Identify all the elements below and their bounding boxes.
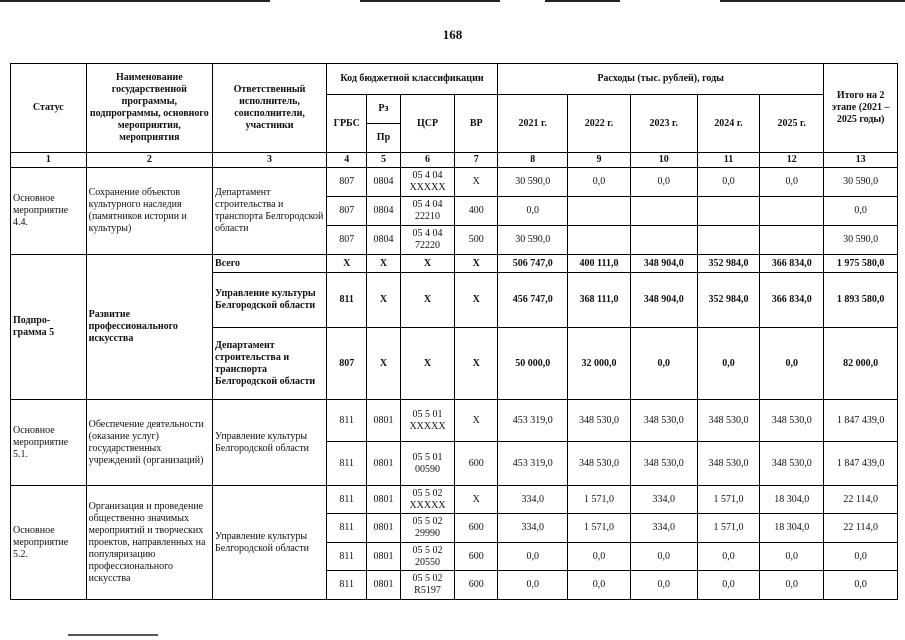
header-pr: Пр xyxy=(367,124,400,153)
amount-2023 xyxy=(630,226,697,255)
vr-cell: 400 xyxy=(455,197,498,226)
grbs-cell: X xyxy=(327,255,367,273)
amount-2023: 0,0 xyxy=(630,168,697,197)
amount-2021: 50 000,0 xyxy=(497,328,567,400)
grbs-cell: 811 xyxy=(327,543,367,571)
table-row xyxy=(11,255,898,273)
header-2022: 2022 г. xyxy=(568,95,630,153)
csr-cell: 05 5 01 XXXXX xyxy=(400,400,455,442)
amount-2022: 348 530,0 xyxy=(568,442,630,486)
grbs-cell: 811 xyxy=(327,442,367,486)
column-number: 12 xyxy=(760,153,824,168)
top-rule xyxy=(0,0,905,2)
amount-2023: 0,0 xyxy=(630,543,697,571)
name-cell: Обеспечение деятельности (оказание услуг) государственных учреждений (организаций) xyxy=(86,400,212,486)
amount-2022: 0,0 xyxy=(568,168,630,197)
rzpr-cell: 0801 xyxy=(367,514,400,543)
vr-cell: X xyxy=(455,400,498,442)
header-2025: 2025 г. xyxy=(760,95,824,153)
amount-2024: 348 530,0 xyxy=(697,400,759,442)
amount-2025: 18 304,0 xyxy=(760,486,824,514)
amount-2024: 348 530,0 xyxy=(697,442,759,486)
rzpr-cell: 0801 xyxy=(367,543,400,571)
amount-2024: 0,0 xyxy=(697,328,759,400)
rzpr-cell: X xyxy=(367,273,400,328)
csr-cell: 05 5 02 XXXXX xyxy=(400,486,455,514)
responsible-cell: Управление культуры Белгородской области xyxy=(213,273,327,328)
bottom-rule xyxy=(68,634,158,636)
name-cell: Развитие профессионального искусства xyxy=(86,255,212,400)
amount-2022: 368 111,0 xyxy=(568,273,630,328)
amount-2021: 334,0 xyxy=(497,514,567,543)
amount-2024: 0,0 xyxy=(697,168,759,197)
column-number: 7 xyxy=(455,153,498,168)
csr-cell: X xyxy=(400,273,455,328)
amount-2025: 366 834,0 xyxy=(760,273,824,328)
amount-2023: 348 904,0 xyxy=(630,273,697,328)
table-row xyxy=(11,168,898,197)
column-number: 4 xyxy=(327,153,367,168)
amount-2024 xyxy=(697,226,759,255)
grbs-cell: 811 xyxy=(327,486,367,514)
amount-2025: 366 834,0 xyxy=(760,255,824,273)
amount-2024: 0,0 xyxy=(697,571,759,600)
column-number: 13 xyxy=(824,153,898,168)
status-cell: Основное мероприятие 5.2. xyxy=(11,486,87,600)
amount-2024: 0,0 xyxy=(697,543,759,571)
csr-cell: X xyxy=(400,255,455,273)
amount-total: 1 893 580,0 xyxy=(824,273,898,328)
amount-2021: 0,0 xyxy=(497,571,567,600)
amount-2025: 0,0 xyxy=(760,328,824,400)
amount-2025 xyxy=(760,197,824,226)
amount-2023: 334,0 xyxy=(630,486,697,514)
csr-cell: 05 5 02 29990 xyxy=(400,514,455,543)
amount-2023 xyxy=(630,197,697,226)
amount-2023: 348 904,0 xyxy=(630,255,697,273)
rzpr-cell: 0801 xyxy=(367,571,400,600)
grbs-cell: 811 xyxy=(327,400,367,442)
amount-total: 1 847 439,0 xyxy=(824,400,898,442)
table-row xyxy=(11,400,898,442)
csr-cell: 05 4 04 72220 xyxy=(400,226,455,255)
amount-total: 1 847 439,0 xyxy=(824,442,898,486)
amount-2023: 348 530,0 xyxy=(630,400,697,442)
amount-2021: 453 319,0 xyxy=(497,442,567,486)
amount-2021: 30 590,0 xyxy=(497,168,567,197)
page-number: 168 xyxy=(442,27,463,42)
header-2021: 2021 г. xyxy=(497,95,567,153)
budget-table xyxy=(10,63,898,600)
amount-total: 30 590,0 xyxy=(824,168,898,197)
amount-total: 0,0 xyxy=(824,571,898,600)
vr-cell: X xyxy=(455,273,498,328)
header-name: Наименование государственной программы, подпрограммы, основного мероприятия, мероприятия xyxy=(86,64,212,153)
rzpr-cell: 0801 xyxy=(367,442,400,486)
vr-cell: X xyxy=(455,255,498,273)
rzpr-cell: 0804 xyxy=(367,197,400,226)
grbs-cell: 807 xyxy=(327,328,367,400)
column-number-row xyxy=(11,153,898,168)
amount-total: 30 590,0 xyxy=(824,226,898,255)
amount-2023: 348 530,0 xyxy=(630,442,697,486)
header-vr: ВР xyxy=(455,95,498,153)
header-budget-code: Код бюджетной классификации xyxy=(327,64,498,95)
amount-2023: 334,0 xyxy=(630,514,697,543)
amount-total: 22 114,0 xyxy=(824,514,898,543)
responsible-cell: Управление культуры Белгородской области xyxy=(213,400,327,486)
amount-2024: 1 571,0 xyxy=(697,486,759,514)
vr-cell: 500 xyxy=(455,226,498,255)
responsible-cell: Всего xyxy=(213,255,327,273)
rzpr-cell: 0804 xyxy=(367,168,400,197)
amount-2024: 352 984,0 xyxy=(697,273,759,328)
column-number: 8 xyxy=(497,153,567,168)
amount-2022: 0,0 xyxy=(568,543,630,571)
responsible-cell: Управление культуры Белгородской области xyxy=(213,486,327,600)
responsible-cell: Департамент строительства и транспорта Белгородской области xyxy=(213,168,327,255)
amount-2022: 1 571,0 xyxy=(568,514,630,543)
amount-2021: 0,0 xyxy=(497,197,567,226)
csr-cell: X xyxy=(400,328,455,400)
grbs-cell: 811 xyxy=(327,273,367,328)
column-number: 9 xyxy=(568,153,630,168)
amount-2025: 348 530,0 xyxy=(760,442,824,486)
column-number: 5 xyxy=(367,153,400,168)
amount-total: 0,0 xyxy=(824,197,898,226)
column-number: 6 xyxy=(400,153,455,168)
amount-2021: 506 747,0 xyxy=(497,255,567,273)
header-expenses: Расходы (тыс. рублей), годы xyxy=(497,64,823,95)
grbs-cell: 807 xyxy=(327,226,367,255)
amount-2023: 0,0 xyxy=(630,571,697,600)
amount-2021: 0,0 xyxy=(497,543,567,571)
header-responsible: Ответственный исполнитель, соисполнители, участники xyxy=(213,64,327,153)
amount-2021: 334,0 xyxy=(497,486,567,514)
rzpr-cell: X xyxy=(367,255,400,273)
amount-2025: 348 530,0 xyxy=(760,400,824,442)
amount-2024: 352 984,0 xyxy=(697,255,759,273)
csr-cell: 05 5 02 R5197 xyxy=(400,571,455,600)
rzpr-cell: 0801 xyxy=(367,400,400,442)
column-number: 3 xyxy=(213,153,327,168)
grbs-cell: 811 xyxy=(327,514,367,543)
amount-2025 xyxy=(760,226,824,255)
amount-2024 xyxy=(697,197,759,226)
column-number: 11 xyxy=(697,153,759,168)
header-2023: 2023 г. xyxy=(630,95,697,153)
table-row xyxy=(11,486,898,514)
amount-2022: 32 000,0 xyxy=(568,328,630,400)
status-cell: Основное мероприятие 5.1. xyxy=(11,400,87,486)
grbs-cell: 807 xyxy=(327,168,367,197)
header-row xyxy=(11,64,898,95)
header-total: Итого на 2 этапе (2021 – 2025 годы) xyxy=(824,64,898,153)
status-cell: Основное мероприятие 4.4. xyxy=(11,168,87,255)
vr-cell: X xyxy=(455,328,498,400)
amount-2022 xyxy=(568,197,630,226)
grbs-cell: 811 xyxy=(327,571,367,600)
amount-2022: 400 111,0 xyxy=(568,255,630,273)
amount-2024: 1 571,0 xyxy=(697,514,759,543)
amount-2025: 18 304,0 xyxy=(760,514,824,543)
amount-2022: 348 530,0 xyxy=(568,400,630,442)
amount-total: 82 000,0 xyxy=(824,328,898,400)
amount-2025: 0,0 xyxy=(760,168,824,197)
amount-2025: 0,0 xyxy=(760,571,824,600)
header-csr: ЦСР xyxy=(400,95,455,153)
amount-2021: 456 747,0 xyxy=(497,273,567,328)
amount-2023: 0,0 xyxy=(630,328,697,400)
amount-total: 0,0 xyxy=(824,543,898,571)
amount-2022: 1 571,0 xyxy=(568,486,630,514)
csr-cell: 05 4 04 22210 xyxy=(400,197,455,226)
column-number: 1 xyxy=(11,153,87,168)
vr-cell: 600 xyxy=(455,571,498,600)
amount-2021: 453 319,0 xyxy=(497,400,567,442)
amount-2022: 0,0 xyxy=(568,571,630,600)
vr-cell: 600 xyxy=(455,543,498,571)
name-cell: Организация и проведение общественно значимых мероприятий и творческих проектов, направленных на популяризацию профессионального искусства xyxy=(86,486,212,600)
name-cell: Сохранение объектов культурного наследия (памятников истории и культуры) xyxy=(86,168,212,255)
rzpr-cell: 0804 xyxy=(367,226,400,255)
header-grbs: ГРБС xyxy=(327,95,367,153)
vr-cell: 600 xyxy=(455,514,498,543)
header-rz: Рз xyxy=(367,95,400,124)
responsible-cell: Департамент строительства и транспорта Белгородской области xyxy=(213,328,327,400)
header-2024: 2024 г. xyxy=(697,95,759,153)
header-status: Статус xyxy=(11,64,87,153)
csr-cell: 05 4 04 XXXXX xyxy=(400,168,455,197)
amount-2021: 30 590,0 xyxy=(497,226,567,255)
amount-2022 xyxy=(568,226,630,255)
vr-cell: 600 xyxy=(455,442,498,486)
amount-total: 1 975 580,0 xyxy=(824,255,898,273)
csr-cell: 05 5 02 20550 xyxy=(400,543,455,571)
column-number: 10 xyxy=(630,153,697,168)
rzpr-cell: X xyxy=(367,328,400,400)
amount-2025: 0,0 xyxy=(760,543,824,571)
amount-total: 22 114,0 xyxy=(824,486,898,514)
vr-cell: X xyxy=(455,486,498,514)
vr-cell: X xyxy=(455,168,498,197)
status-cell: Подпро-грамма 5 xyxy=(11,255,87,400)
grbs-cell: 807 xyxy=(327,197,367,226)
csr-cell: 05 5 01 00590 xyxy=(400,442,455,486)
rzpr-cell: 0801 xyxy=(367,486,400,514)
column-number: 2 xyxy=(86,153,212,168)
